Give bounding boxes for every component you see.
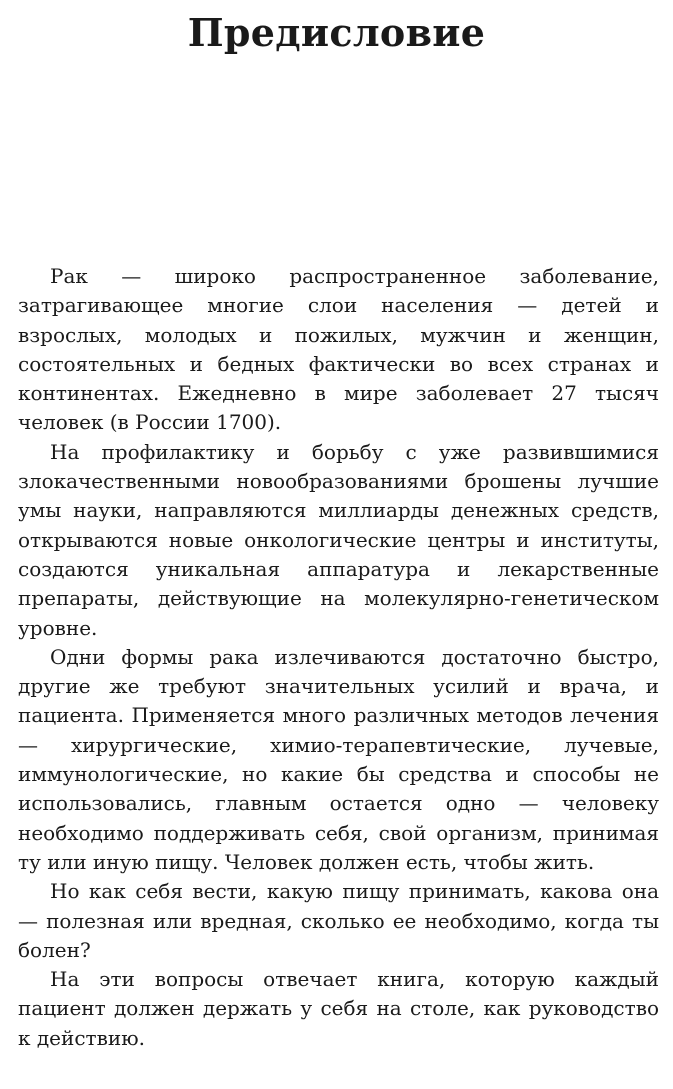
- page-title: Предисловие: [187, 10, 486, 55]
- paragraph-2: На профилактику и борьбу с уже развившимися злокачественными новообразованиями брошены лучшие умы науки, направляются миллиарды денежных средств, открываются новые онкологические центры и институты, создаются уникальная аппаратура и лекарственные препараты, действующие на молекулярно-генетическом уровне.: [18, 439, 659, 640]
- body-text: [18, 262, 659, 1053]
- paragraph-5: На эти вопросы отвечает книга, которую каждый пациент должен держать у себя на столе, как руководство к действию.: [18, 967, 659, 1050]
- paragraph-1: Рак — широко распространенное заболевание, затрагивающее многие слои населения — детей и взрослых, молодых и пожилых, мужчин и женщин, состоятельных и бедных фактически во всех странах и континентах. Ежедневно в мире заболевает 27 тысяч человек (в России 1700).: [18, 264, 659, 435]
- paragraph-4: Но как себя вести, какую пищу принимать, какова она — полезная или вредная, сколько ее необходимо, когда ты болен?: [18, 879, 659, 962]
- paragraph-3: Одни формы рака излечиваются достаточно быстро, другие же требуют значительных усилий и врача, и пациента. Применяется много различных методов лечения — хирургические, химио-терапевтические, лучевые, иммунологические, но какие бы средства и способы не использовались, главным остается одно — человеку необходимо поддерживать себя, свой организм, принимая ту или иную пищу. Человек должен есть, чтобы жить.: [18, 644, 659, 874]
